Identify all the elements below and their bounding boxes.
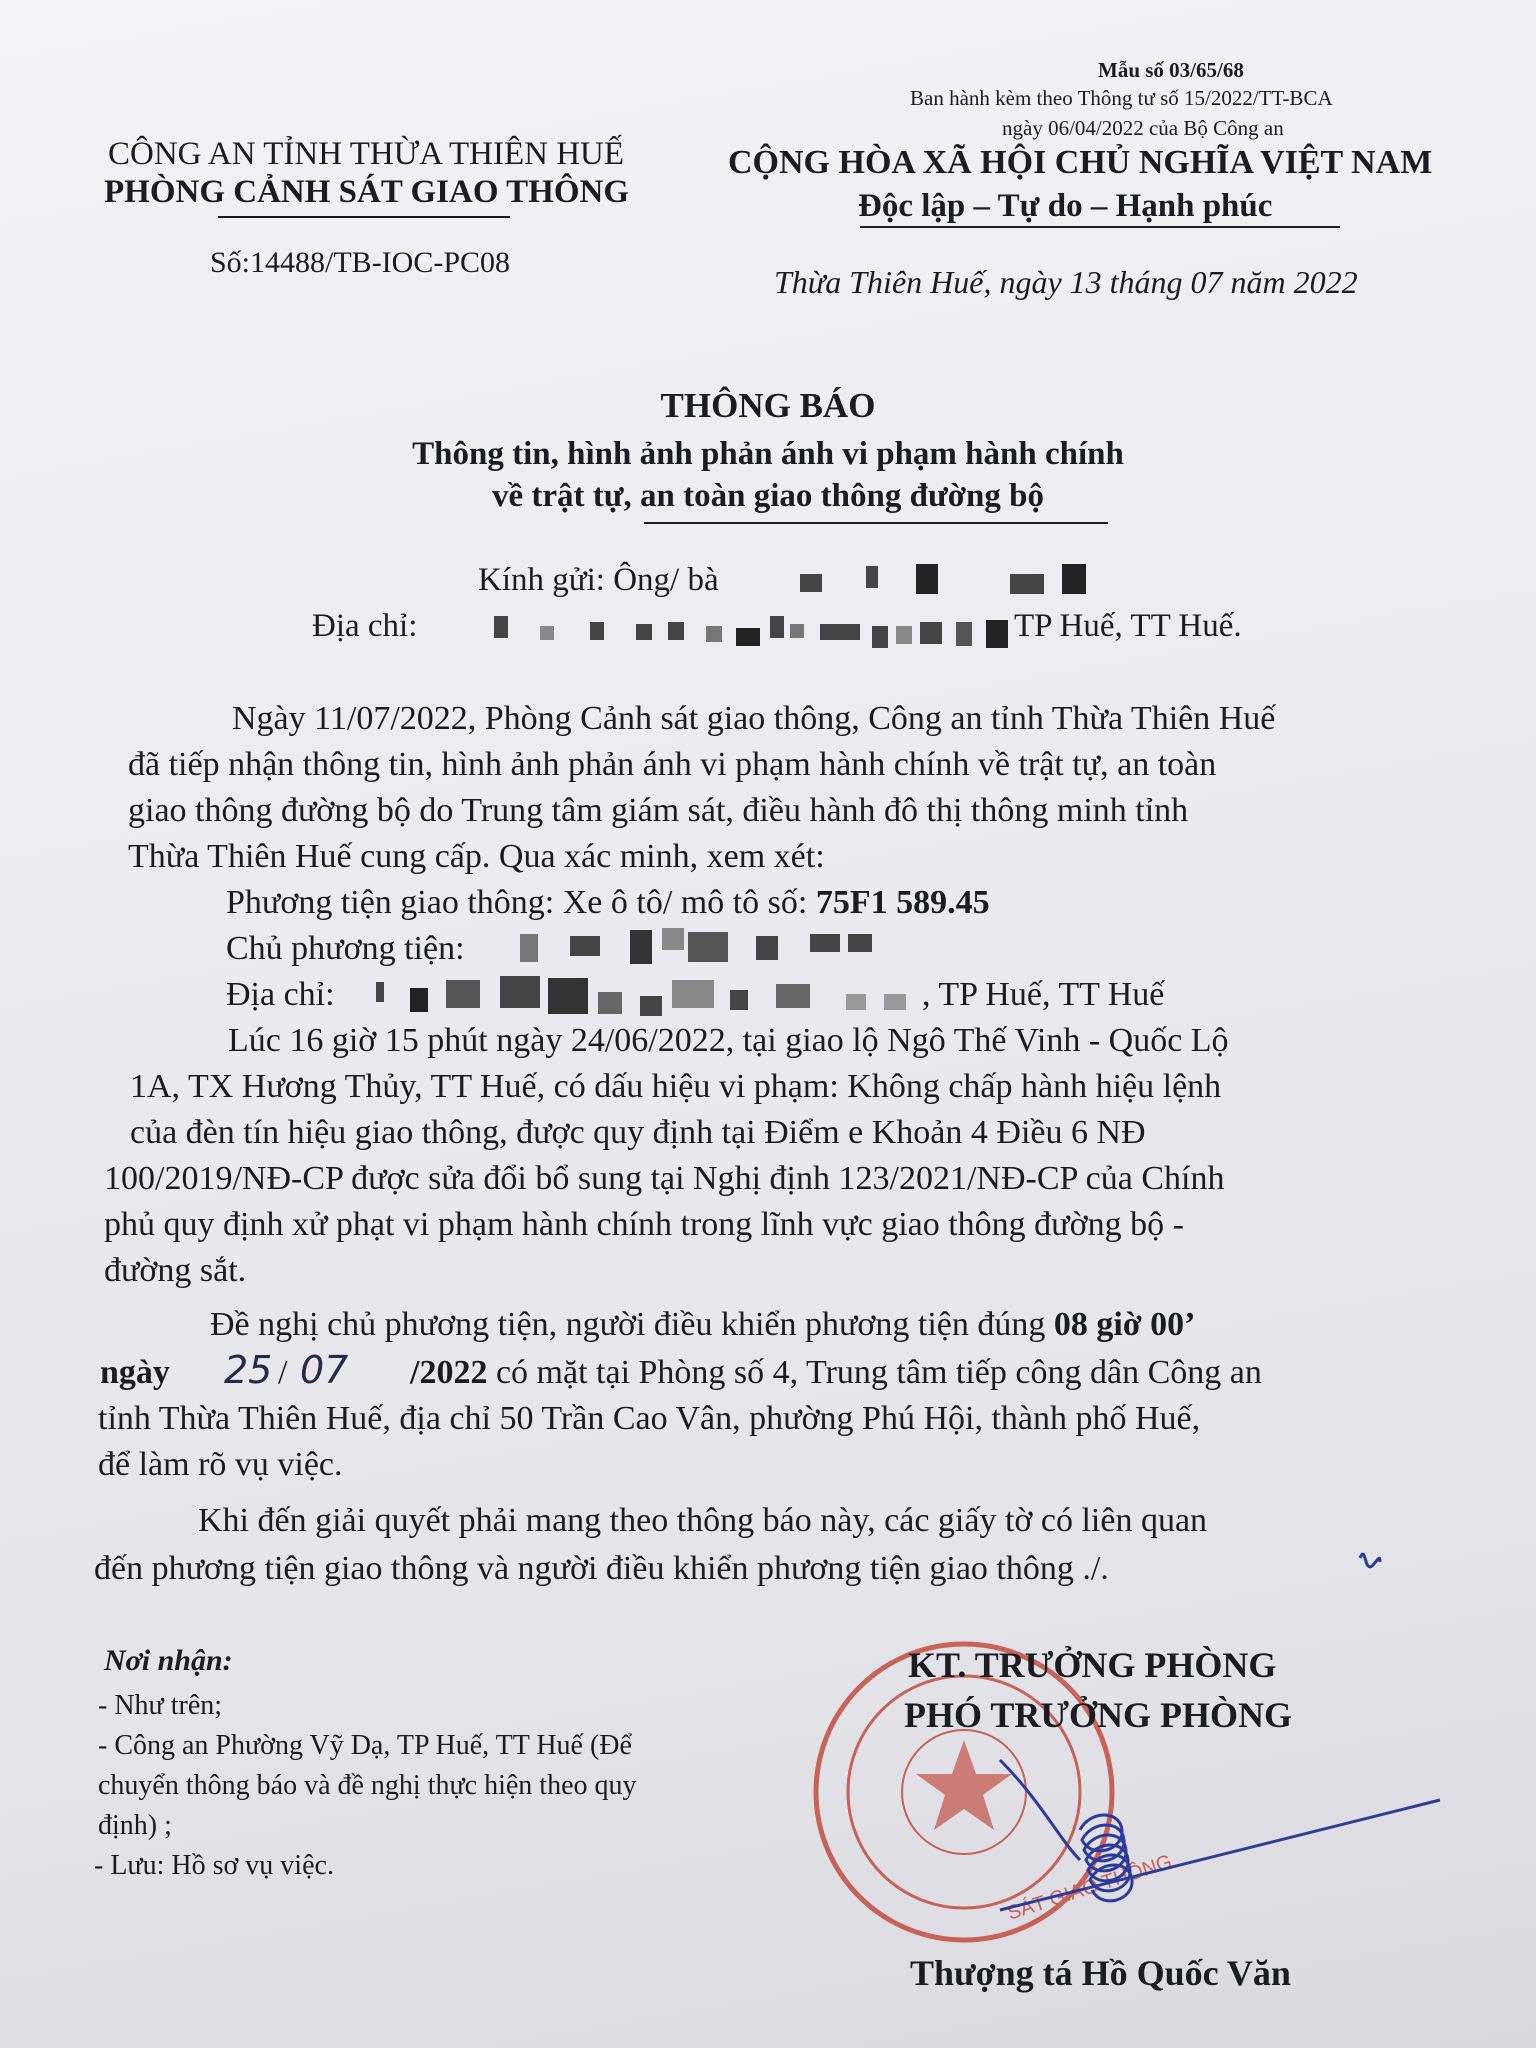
date-slash: / [278,1354,288,1391]
recipient-line: - Lưu: Hồ sơ vụ việc. [94,1850,334,1881]
body-line: giao thông đường bộ do Trung tâm giám sát, điều hành đô thị thông minh tỉnh [128,792,1189,829]
document-number: Số:14488/TB-IOC-PC08 [210,246,511,279]
signature-title-2: PHÓ TRƯỞNG PHÒNG [904,1695,1293,1735]
owner-label: Chủ phương tiện: [226,930,465,967]
recipient-label: Kính gửi: Ông/ bà [478,562,719,598]
body-line: để làm rõ vụ việc. [98,1446,343,1483]
signature-title-1: KT. TRƯỞNG PHÒNG [908,1645,1277,1685]
department-name: PHÒNG CẢNH SÁT GIAO THÔNG [104,174,630,210]
appointment-text: Đề nghị chủ phương tiện, người điều khiển phương tiện đúng [210,1306,1046,1343]
owner-address-tail: , TP Huế, TT Huế [922,976,1165,1013]
body-line: phủ quy định xử phạt vi phạm hành chính trong lĩnh vực giao thông đường bộ - [104,1206,1184,1243]
place-date: Thừa Thiên Huế, ngày 13 tháng 07 năm 2022 [774,264,1358,300]
body-line: tỉnh Thừa Thiên Huế, địa chỉ 50 Trần Cao Vân, phường Phú Hội, thành phố Huế, [98,1400,1201,1437]
day-label: ngày [100,1354,170,1391]
handwritten-day: 25 [224,1348,273,1392]
agency-name: CÔNG AN TỈNH THỪA THIÊN HUẾ [108,136,625,172]
recipients-title: Nơi nhận: [104,1644,233,1677]
document-title: THÔNG BÁO [660,386,876,425]
vehicle-plate: 75F1 589.45 [815,884,990,921]
body-line: của đèn tín hiệu giao thông, được quy định tại Điểm e Khoản 4 Điều 6 NĐ [130,1114,1146,1151]
body-line: Khi đến giải quyết phải mang theo thông báo này, các giấy tờ có liên quan [198,1502,1208,1539]
appointment-time: 08 giờ 00’ [1053,1306,1196,1343]
recipient-line: định) ; [98,1810,172,1841]
recipient-line: - Như trên; [98,1690,223,1721]
body-line: Thừa Thiên Huế cung cấp. Qua xác minh, xem xét: [128,838,825,875]
country-name: CỘNG HÒA XÃ HỘI CHỦ NGHĨA VIỆT NAM [728,144,1433,181]
issued-by-line-2: ngày 06/04/2022 của Bộ Công an [1002,116,1284,140]
owner-address-label: Địa chỉ: [226,976,335,1013]
issued-by-line-1: Ban hành kèm theo Thông tư số 15/2022/TT-BCA [910,86,1333,110]
body-line: đường sắt. [104,1252,247,1289]
document-subtitle-1: Thông tin, hình ảnh phản ánh vi phạm hành chính [412,436,1124,472]
recipient-address-tail: TP Huế, TT Huế. [1014,608,1242,644]
vehicle-label: Phương tiện giao thông: Xe ô tô/ mô tô số: [226,884,808,921]
body-line: Ngày 11/07/2022, Phòng Cảnh sát giao thông, Công an tỉnh Thừa Thiên Huế [232,700,1276,737]
stamp-text: SÁT GIAO THÔNG [1004,1850,1175,1925]
form-number: Mẫu số 03/65/68 [1098,58,1244,82]
body-line: đến phương tiện giao thông và người điều khiển phương tiện giao thông ./. [94,1550,1109,1587]
recipient-line: chuyển thông báo và đề nghị thực hiện theo quy [98,1770,637,1801]
body-line: đã tiếp nhận thông tin, hình ảnh phản ánh vi phạm hành chính về trật tự, an toàn [128,746,1217,783]
signer-name: Thượng tá Hồ Quốc Văn [910,1953,1291,1993]
document-subtitle-2: về trật tự, an toàn giao thông đường bộ [491,478,1044,514]
appointment-place: có mặt tại Phòng số 4, Trung tâm tiếp công dân Công an [495,1354,1262,1391]
body-line: 1A, TX Hương Thủy, TT Huế, có dấu hiệu vi phạm: Không chấp hành hiệu lệnh [130,1068,1222,1105]
body-line: Lúc 16 giờ 15 phút ngày 24/06/2022, tại giao lộ Ngô Thế Vinh - Quốc Lộ [228,1022,1229,1059]
body-line: 100/2019/NĐ-CP được sửa đổi bổ sung tại Nghị định 123/2021/NĐ-CP của Chính [104,1160,1225,1197]
handwritten-month: 07 [300,1348,349,1392]
recipient-address-label: Địa chỉ: [312,608,418,644]
recipient-line: - Công an Phường Vỹ Dạ, TP Huế, TT Huế (Để [98,1730,632,1761]
national-motto: Độc lập – Tự do – Hạnh phúc [858,188,1273,224]
appointment-year: /2022 [410,1354,488,1391]
official-stamp [816,1644,1175,1940]
